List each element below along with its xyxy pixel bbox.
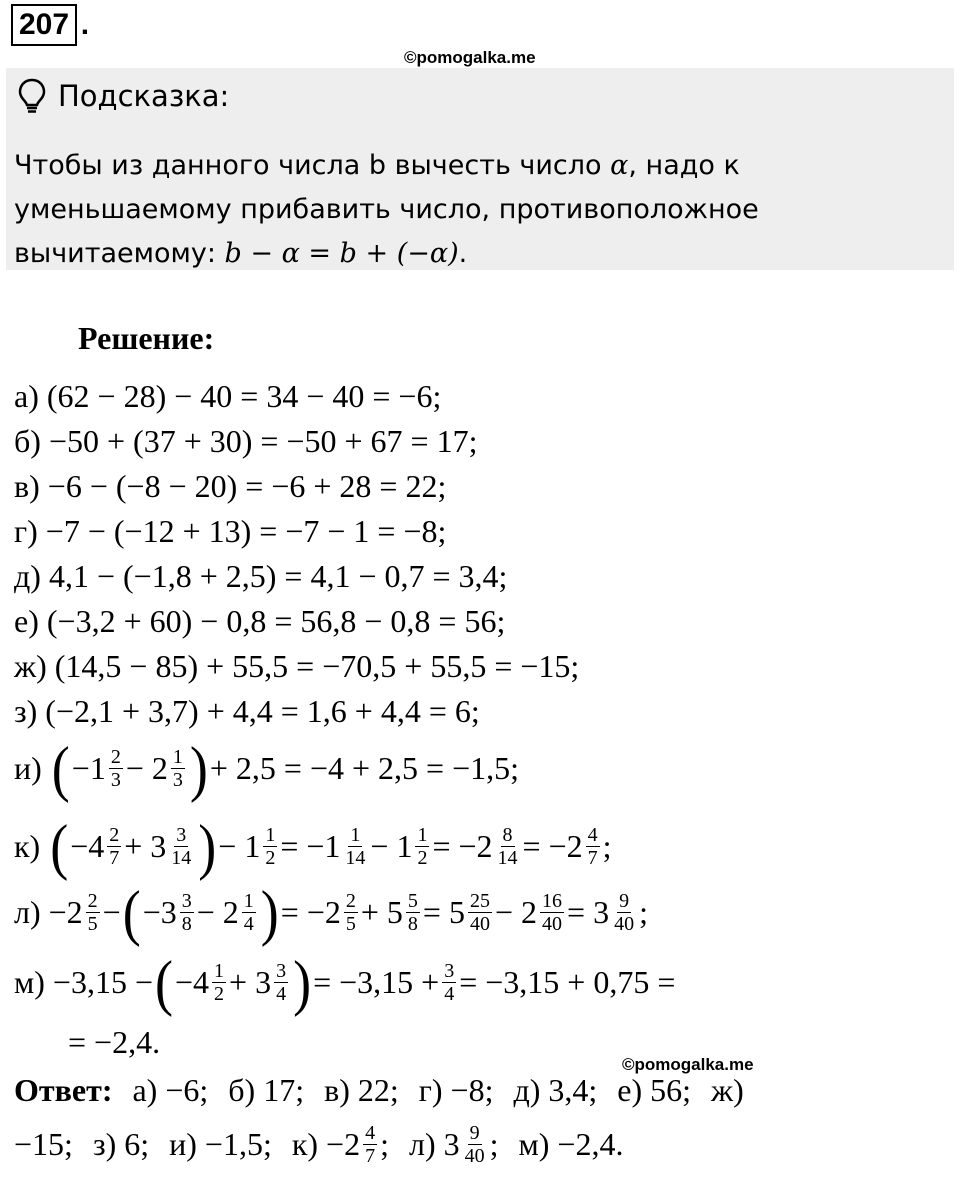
- hint-text: Чтобы из данного числа b вычесть число α, надо к уменьшаемому прибавить число, противоположное вычитаемому: b − α = b + (−α).: [14, 150, 759, 269]
- solution-title: Решение:: [78, 320, 215, 356]
- solution-line-d: д) 4,1 − (−1,8 + 2,5) = 4,1 − 0,7 = 3,4;: [14, 558, 508, 594]
- hint-box: [6, 68, 954, 270]
- watermark-top: ©pomogalka.me: [404, 48, 536, 67]
- hint-header: [18, 78, 229, 114]
- watermark-bottom: ©pomogalka.me: [622, 1055, 754, 1074]
- solution-line-m-continued: = −2,4.: [68, 1024, 161, 1060]
- solution-line-e: е) (−3,2 + 60) − 0,8 = 56,8 − 0,8 = 56;: [14, 603, 506, 639]
- solution-line-i: и) ( −1 2 3 − 2 1 3 ) + 2,5 = −4 + 2,5 = −1,5;: [14, 734, 520, 803]
- problem-number: 207 .: [11, 4, 77, 46]
- solution-line-k: к) ( −4 2 7 + 3 3 14 ) − 1 $\frac{1}{2}$ = −1 1 14 − 1 $\frac{1}{2}$ = −2 $\frac{8}{14}$ = −2 4 7 ;: [14, 812, 612, 881]
- answer-line-2: −15; з) 6; и) −1,5; к) −2 4 7 ; л) 3 9 40 ; м) −2,4.: [14, 1122, 624, 1167]
- lightbulb-icon: [18, 78, 46, 114]
- answer-title: Ответ:: [14, 1072, 113, 1108]
- solution-line-l: л) −2 2 5 − ( −3 3 8 − 2 1 4 ) = −2 2 5 + 5 $\frac{5}{8}$ = 5 25 40 − 2 $\frac{16}{40}$ = 3 9 40 ;: [14, 878, 648, 947]
- solution-line-a: а) (62 − 28) − 40 = 34 − 40 = −6;: [14, 378, 442, 414]
- answer-line-1: Ответ: а) −6; б) 17; в) 22; г) −8; д) 3,4; е) 56; ж): [14, 1072, 744, 1108]
- solution-line-g: г) −7 − (−12 + 13) = −7 − 1 = −8;: [14, 513, 447, 549]
- solution-line-m: м) −3,15 − ( −4 1 2 + 3 3 4 ) = −3,15 + $\frac{3}{4}$ = −3,15 + 0,75 =: [14, 948, 676, 1017]
- solution-line-z: з) (−2,1 + 3,7) + 4,4 = 1,6 + 4,4 = 6;: [14, 693, 480, 729]
- solution-line-b: б) −50 + (37 + 30) = −50 + 67 = 17;: [14, 423, 478, 459]
- solution-line-zh: ж) (14,5 − 85) + 55,5 = −70,5 + 55,5 = −15;: [14, 648, 580, 684]
- solution-line-v: в) −6 − (−8 − 20) = −6 + 28 = 22;: [14, 468, 447, 504]
- hint-title: Подсказка:: [58, 79, 230, 113]
